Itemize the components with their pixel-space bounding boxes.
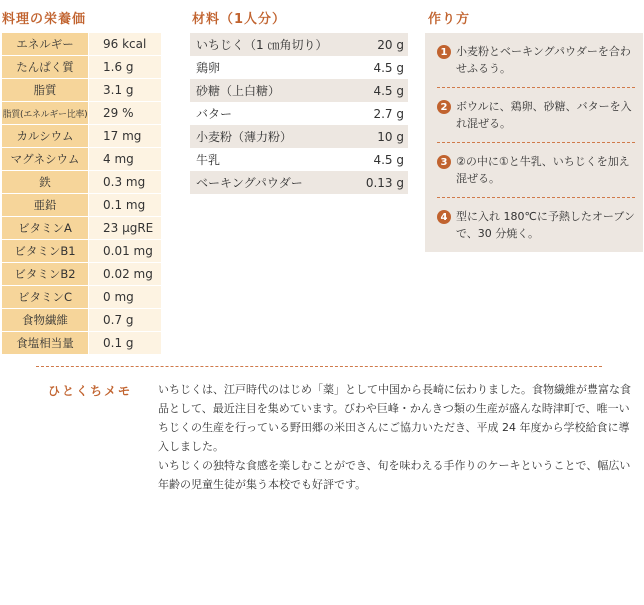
ingredient-name: 牛乳 xyxy=(190,148,353,171)
nutrition-row xyxy=(2,79,161,102)
nutrition-label: エネルギー xyxy=(2,33,89,56)
step-item xyxy=(437,151,635,198)
nutrition-value: 0.7 g xyxy=(89,309,162,332)
nutrition-label: 鉄 xyxy=(2,171,89,194)
memo-paragraph: いちじくの独特な食感を楽しむことができ、旬を味わえる手作りのケーキということで、幅広い年齢の児童生徒が集う本校でも好評です。 xyxy=(158,459,631,491)
nutrition-label: ビタミンB1 xyxy=(2,240,89,263)
ingredient-name: 小麦粉（薄力粉） xyxy=(190,125,353,148)
nutrition-label: たんぱく質 xyxy=(2,56,89,79)
nutrition-row xyxy=(2,263,161,286)
ingredient-row xyxy=(190,125,408,148)
ingredient-row xyxy=(190,102,408,125)
ingredient-name: 砂糖（上白糖） xyxy=(190,79,353,102)
ingredient-qty: 0.13 g xyxy=(353,171,408,194)
ingredient-name: ベーキングパウダー xyxy=(190,171,353,194)
memo-paragraph: いちじくは、江戸時代のはじめ「薬」として中国から長崎に伝わりました。食物繊維が豊富な食品として、最近注目を集めています。びわや巨峰・かんきつ類の生産が盛んな時津町で、唯一いちじくの生産を行っている野田郷の米田さんにご協力いただき、平成 24 年度から学校給食に導入しました。 xyxy=(158,383,631,453)
section-divider xyxy=(36,366,602,367)
nutrition-row xyxy=(2,171,161,194)
ingredient-name: バター xyxy=(190,102,353,125)
step-text: 型に入れ 180℃に予熱したオーブンで、30 分焼く。 xyxy=(456,210,635,240)
nutrition-row xyxy=(2,286,161,309)
nutrition-row xyxy=(2,309,161,332)
nutrition-row xyxy=(2,125,161,148)
ingredient-row xyxy=(190,79,408,102)
ingredient-row xyxy=(190,56,408,79)
nutrition-row xyxy=(2,102,161,125)
nutrition-label: 脂質 xyxy=(2,79,89,102)
nutrition-value: 0.3 mg xyxy=(89,171,162,194)
step-number-badge: 1 xyxy=(437,45,451,59)
nutrition-value: 4 mg xyxy=(89,148,162,171)
nutrition-value: 0.1 mg xyxy=(89,194,162,217)
memo-text xyxy=(158,380,632,494)
nutrition-label: 亜鉛 xyxy=(2,194,89,217)
nutrition-label: ビタミンC xyxy=(2,286,89,309)
nutrition-label: 食塩相当量 xyxy=(2,332,89,355)
ingredient-qty: 20 g xyxy=(353,33,408,56)
nutrition-row xyxy=(2,332,161,355)
ingredient-qty: 4.5 g xyxy=(353,56,408,79)
nutrition-value: 0.01 mg xyxy=(89,240,162,263)
nutrition-label: ビタミンB2 xyxy=(2,263,89,286)
nutrition-value: 29 % xyxy=(89,102,162,125)
step-text: ボウルに、鶏卵、砂糖、バターを入れ混ぜる。 xyxy=(456,100,632,130)
nutrition-label: マグネシウム xyxy=(2,148,89,171)
nutrition-value: 1.6 g xyxy=(89,56,162,79)
nutrition-row xyxy=(2,240,161,263)
memo-title: ひとくちメモ xyxy=(48,384,133,398)
step-number-badge: 4 xyxy=(437,210,451,224)
nutrition-value: 23 μgRE xyxy=(89,217,162,240)
ingredient-qty: 2.7 g xyxy=(353,102,408,125)
nutrition-value: 96 kcal xyxy=(89,33,162,56)
step-item xyxy=(437,96,635,143)
ingredient-row xyxy=(190,33,408,56)
nutrition-value: 0 mg xyxy=(89,286,162,309)
ingredient-qty: 10 g xyxy=(353,125,408,148)
ingredient-qty: 4.5 g xyxy=(353,79,408,102)
ingredient-name: 鶏卵 xyxy=(190,56,353,79)
ingredients-table xyxy=(190,33,408,194)
nutrition-table xyxy=(2,33,161,355)
nutrition-row xyxy=(2,217,161,240)
ingredient-row xyxy=(190,148,408,171)
nutrition-label: カルシウム xyxy=(2,125,89,148)
nutrition-row xyxy=(2,148,161,171)
ingredients-heading: 材料（1人分） xyxy=(192,12,287,27)
nutrition-label: 脂質(エネルギー比率) xyxy=(2,102,89,125)
step-number-badge: 3 xyxy=(437,155,451,169)
ingredient-qty: 4.5 g xyxy=(353,148,408,171)
nutrition-row xyxy=(2,33,161,56)
nutrition-value: 0.1 g xyxy=(89,332,162,355)
nutrition-heading: 料理の栄養価 xyxy=(2,12,87,27)
steps-heading: 作り方 xyxy=(428,12,471,27)
nutrition-value: 0.02 mg xyxy=(89,263,162,286)
nutrition-row xyxy=(2,56,161,79)
step-item xyxy=(437,206,635,252)
step-item xyxy=(437,41,635,88)
nutrition-label: 食物繊維 xyxy=(2,309,89,332)
step-text: 小麦粉とベーキングパウダーを合わせふるう。 xyxy=(456,45,631,75)
nutrition-value: 17 mg xyxy=(89,125,162,148)
nutrition-label: ビタミンA xyxy=(2,217,89,240)
ingredient-row xyxy=(190,171,408,194)
nutrition-row xyxy=(2,194,161,217)
nutrition-value: 3.1 g xyxy=(89,79,162,102)
step-text: ②の中に①と牛乳、いちじくを加え混ぜる。 xyxy=(456,155,630,185)
ingredient-name: いちじく（1 ㎝角切り） xyxy=(190,33,353,56)
steps-box xyxy=(425,33,643,252)
step-number-badge: 2 xyxy=(437,100,451,114)
